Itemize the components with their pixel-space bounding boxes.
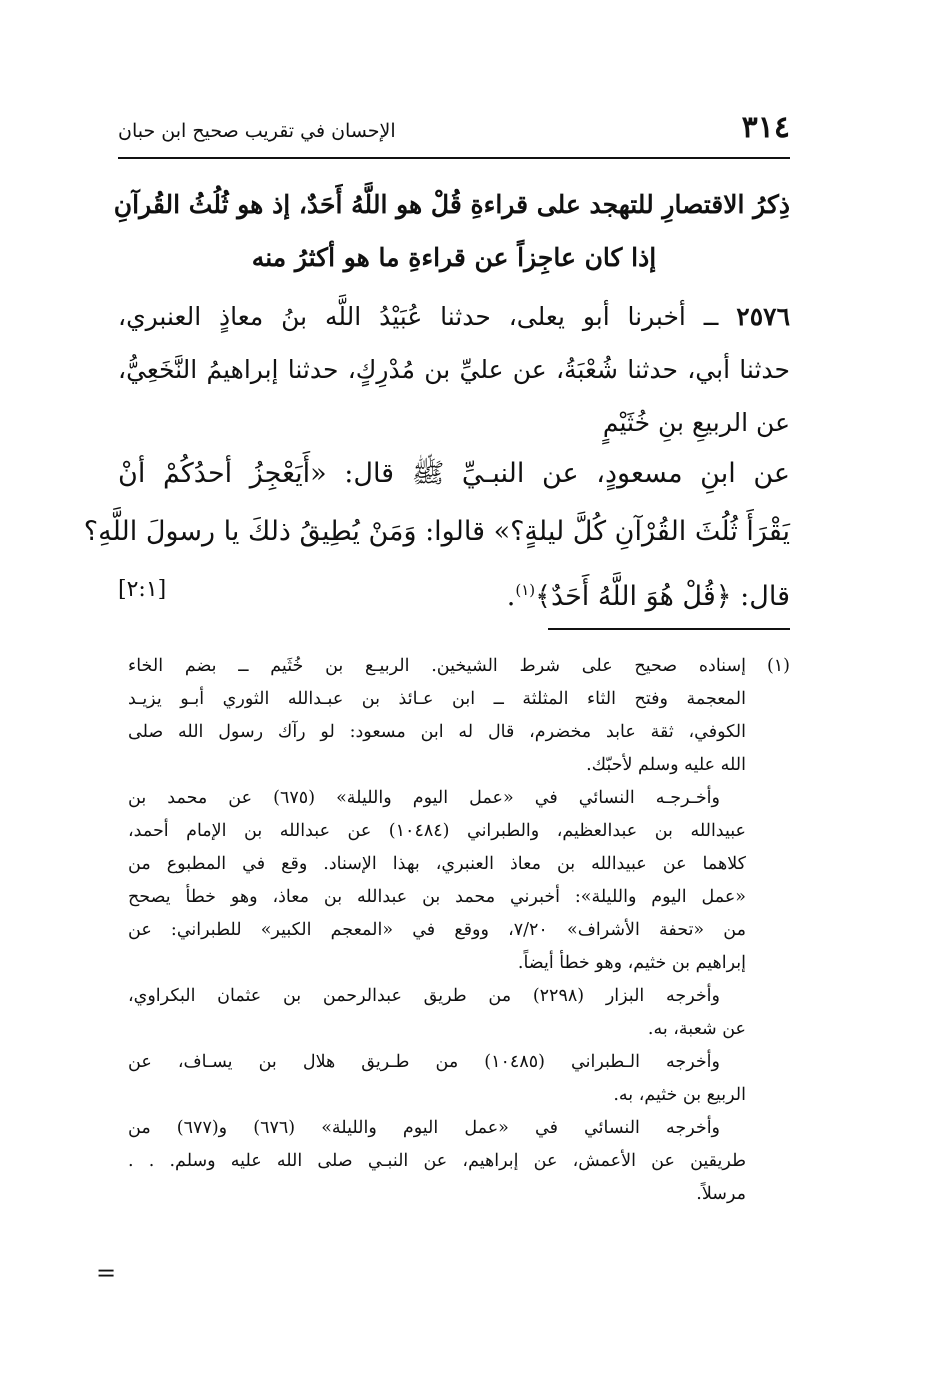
hadith-number: ٢٥٧٦: [736, 302, 790, 331]
header-rule: [118, 157, 790, 159]
hadith-isnad: [118, 290, 790, 449]
footnote-line: مرسلاً.: [696, 1184, 746, 1204]
footnote-line: عن شعبة، به.: [647, 1019, 746, 1039]
footnote-line: المعجمة وفتح الثاء المثلثة ــ ابن عـائذ بن عبـدالله الثوري أبـو يزيـد: [128, 689, 746, 709]
chapter-heading: [113, 178, 790, 284]
footnote-line: الله عليه وسلم لأحبّك.: [586, 755, 746, 775]
page-number: ٣١٤: [741, 110, 790, 145]
footnote-number: (١): [766, 656, 790, 676]
footnote-line: وأخرجه البزار (٢٢٩٨) من طريق عبدالرحمن بن عثمان البكراوي،: [128, 986, 720, 1006]
isnad-line: [118, 290, 790, 343]
footnote-line: الربيع بن خثيم، به.: [613, 1085, 746, 1105]
footnote-line: [128, 650, 790, 683]
footnote-line: كلاهما عن عبيدالله بن معاذ العنبري، بهذا الإسناد. وقع في المطبوع من: [128, 854, 746, 874]
footnote-1: [128, 650, 790, 782]
footnote-line: وأخرجه النسائي في «عمل اليوم والليلة» (٦٧٦) و(٦٧٧) من: [128, 1118, 721, 1138]
footnotes: [128, 650, 790, 1211]
matn-text: قال: ﴿قُلْ هُوَ اللَّهُ أَحَدٌ﴾: [535, 581, 790, 612]
matn-line: عن ابنِ مسعودٍ، عن النبـيِّ ﷺ قال: «أَيَعْجِزُ أحدُكُمْ أنْ: [118, 458, 790, 489]
footnote-line: عبيدالله بن عبدالعظيم، والطبراني (١٠٤٨٤) عن عبدالله بن الإمام أحمد،: [128, 821, 747, 841]
matn-line: قال: ﴿قُلْ هُوَ اللَّهُ أَحَدٌ﴾$^{(١)}$. [٢:١]: [118, 561, 790, 626]
footnote-paragraph: [128, 782, 790, 980]
footnote-line: وأخرجه الـطبراني (١٠٤٨٥) من طـريق هلال بن يسـاف، عن: [128, 1052, 720, 1072]
footnote-line: طريقين عن الأعمش، عن إبراهيم، عن النبـي صلى الله عليه وسلم. . .: [128, 1151, 746, 1171]
matn-line: يَقْرَأَ ثُلُثَ القُرْآنِ كُلَّ ليلةٍ؟» قالوا: وَمَنْ يُطِيقُ ذلكَ يا رسولَ اللَّهِ؟: [83, 516, 790, 547]
footnote-paragraph: [128, 1112, 790, 1211]
footnote-paragraph: [128, 980, 790, 1046]
source-reference: [٢:١]: [118, 577, 167, 602]
footnote-line: الكوفي، ثقة عابد مخضرم، قال له ابن مسعود: لو رآك رسول الله صلى: [128, 722, 746, 742]
chapter-heading-line: ذِكرُ الاقتصارِ للتهجد على قراءةِ قُلْ هو اللَّهُ أَحَدٌ، إذ هو ثُلُثُ القُرآنِ: [113, 190, 790, 219]
continuation-mark: =: [96, 1259, 117, 1287]
hadith-matn: [83, 445, 790, 626]
isnad-line: عن الربيعِ بنِ خُثَيْمٍ: [602, 408, 790, 437]
footnote-rule: [548, 628, 790, 630]
footnote-line: «عمل اليوم والليلة»: أخبرني محمد بن عبدالله بن معاذ، وهو خطأ يصحح: [128, 887, 746, 907]
footnote-line: وأخـرجـه النسائي في «عمل اليوم والليلة» (٦٧٥) عن محمد بن: [128, 788, 720, 808]
isnad-text: ــ أخبرنا أبو يعلى، حدثنا عُبَيْدُ اللَّه بنُ معاذٍ العنبري،: [118, 302, 719, 331]
footnote-line: إبراهيم بن خثيم، وهو خطأ أيضاً.: [517, 953, 746, 973]
footnote-text: إسناده صحيح على شرط الشيخين. الربيـع بن خُثَيم ــ بضم الخاء: [128, 656, 746, 676]
footnote-marker: (١): [515, 581, 536, 599]
footnote-paragraph: [128, 1046, 790, 1112]
footnote-line: من «تحفة الأشراف» ٧/٢٠، ووقع في «المعجم الكبير» للطبراني: عن: [128, 920, 746, 940]
running-head: [118, 108, 790, 151]
chapter-heading-line: إذا كان عاجِزاً عن قراءةِ ما هو أكثرُ منه: [251, 243, 657, 272]
isnad-line: حدثنا أبي، حدثنا شُعْبَةُ، عن عليِّ بن مُدْرِكٍ، حدثنا إبراهيمُ النَّخَعِيُّ،: [118, 355, 790, 384]
book-title: الإحسان في تقريب صحيح ابن حبان: [118, 120, 396, 142]
